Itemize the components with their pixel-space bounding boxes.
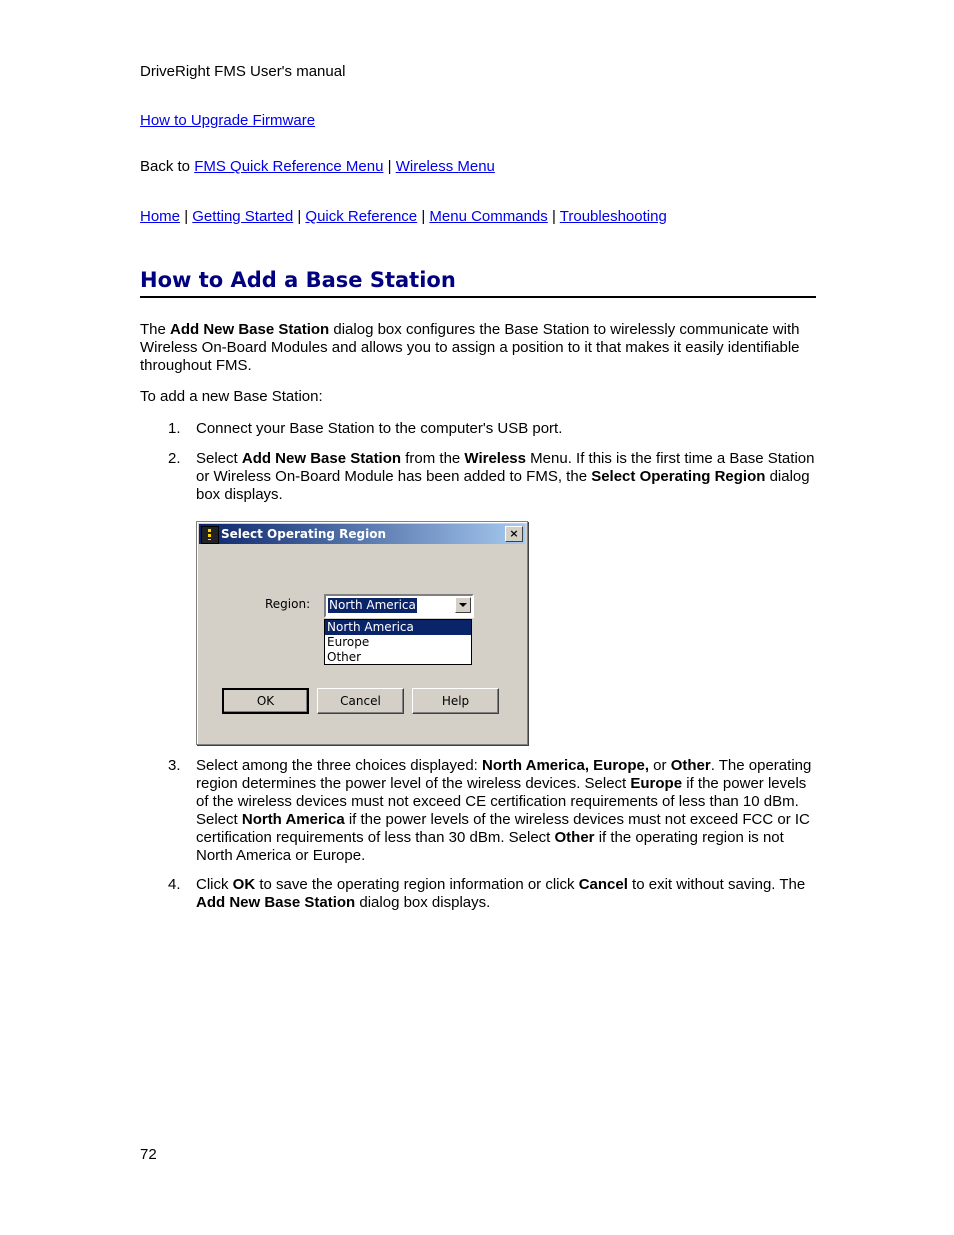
step-number: 1.: [168, 420, 181, 437]
wireless-menu-link[interactable]: Wireless Menu: [395, 158, 495, 175]
chevron-down-icon[interactable]: [455, 597, 471, 613]
step-number: 2.: [168, 450, 181, 467]
dialog-title: Select Operating Region: [221, 527, 387, 541]
page-number: 72: [140, 1146, 157, 1163]
back-to-line: [140, 158, 495, 176]
step-2-text: Select Add New Base Station from the Wireless Menu. If this is the first time a Base Station or Wireless On-Board Module has been added to FMS, the Select Operating Region dialog box displays.: [196, 450, 815, 503]
region-select[interactable]: [324, 594, 474, 618]
nav-troubleshooting-link[interactable]: Troubleshooting: [559, 208, 667, 225]
nav-home-link[interactable]: Home: [140, 208, 181, 225]
step-3-text: Select among the three choices displayed: North America, Europe, or Other. The operating region determines the power level of the wireless devices. Select Europe if the power levels of the wireless devices must not exceed CE certification requirements of less than 10 dBm. Select North America if the power levels of the wireless devices must not exceed FCC or IC certification requirements of less than 30 dBm. Select Other if the operating region is not North America or Europe.: [196, 757, 812, 864]
nav-bar: [140, 208, 667, 226]
dialog-titlebar: [199, 524, 525, 544]
step-4-text: Click OK to save the operating region information or click Cancel to exit without saving. The Add New Base Station dialog box displays.: [196, 876, 806, 911]
lead-text: To add a new Base Station:: [140, 388, 323, 405]
cancel-button[interactable]: Cancel: [317, 688, 404, 714]
upgrade-firmware-link[interactable]: How to Upgrade Firmware: [140, 112, 316, 129]
region-dropdown-list: [324, 619, 472, 665]
nav-quick-reference-link[interactable]: Quick Reference: [305, 208, 418, 225]
region-selected-value: North America: [329, 598, 416, 612]
separator: |: [297, 208, 302, 225]
close-icon[interactable]: ×: [505, 526, 523, 542]
back-prefix: Back to: [140, 158, 191, 175]
separator: |: [551, 208, 556, 225]
intro-paragraph: The Add New Base Station dialog box configures the Base Station to wirelessly communicate with Wireless On-Board Modules and allows you to assign a position to it that makes it easily identifiable throughout FMS.: [140, 321, 800, 374]
step-number: 4.: [168, 876, 181, 893]
step-number: 3.: [168, 757, 181, 774]
fms-quick-reference-menu-link[interactable]: FMS Quick Reference Menu: [194, 158, 384, 175]
region-option-other[interactable]: Other: [327, 650, 362, 664]
step-1-text: Connect your Base Station to the computer's USB port.: [196, 420, 563, 437]
page-title: How to Add a Base Station: [140, 266, 816, 298]
app-icon: [201, 526, 219, 544]
nav-getting-started-link[interactable]: Getting Started: [192, 208, 294, 225]
document-header: DriveRight FMS User's manual: [140, 63, 346, 80]
region-option-europe[interactable]: Europe: [327, 635, 370, 649]
help-button[interactable]: Help: [412, 688, 499, 714]
region-option-north-america[interactable]: North America: [325, 620, 471, 635]
select-operating-region-dialog: [196, 521, 528, 745]
separator: |: [387, 158, 392, 175]
region-label: Region:: [265, 597, 311, 611]
separator: |: [421, 208, 426, 225]
separator: |: [184, 208, 189, 225]
nav-menu-commands-link[interactable]: Menu Commands: [429, 208, 548, 225]
ok-button[interactable]: OK: [222, 688, 309, 714]
